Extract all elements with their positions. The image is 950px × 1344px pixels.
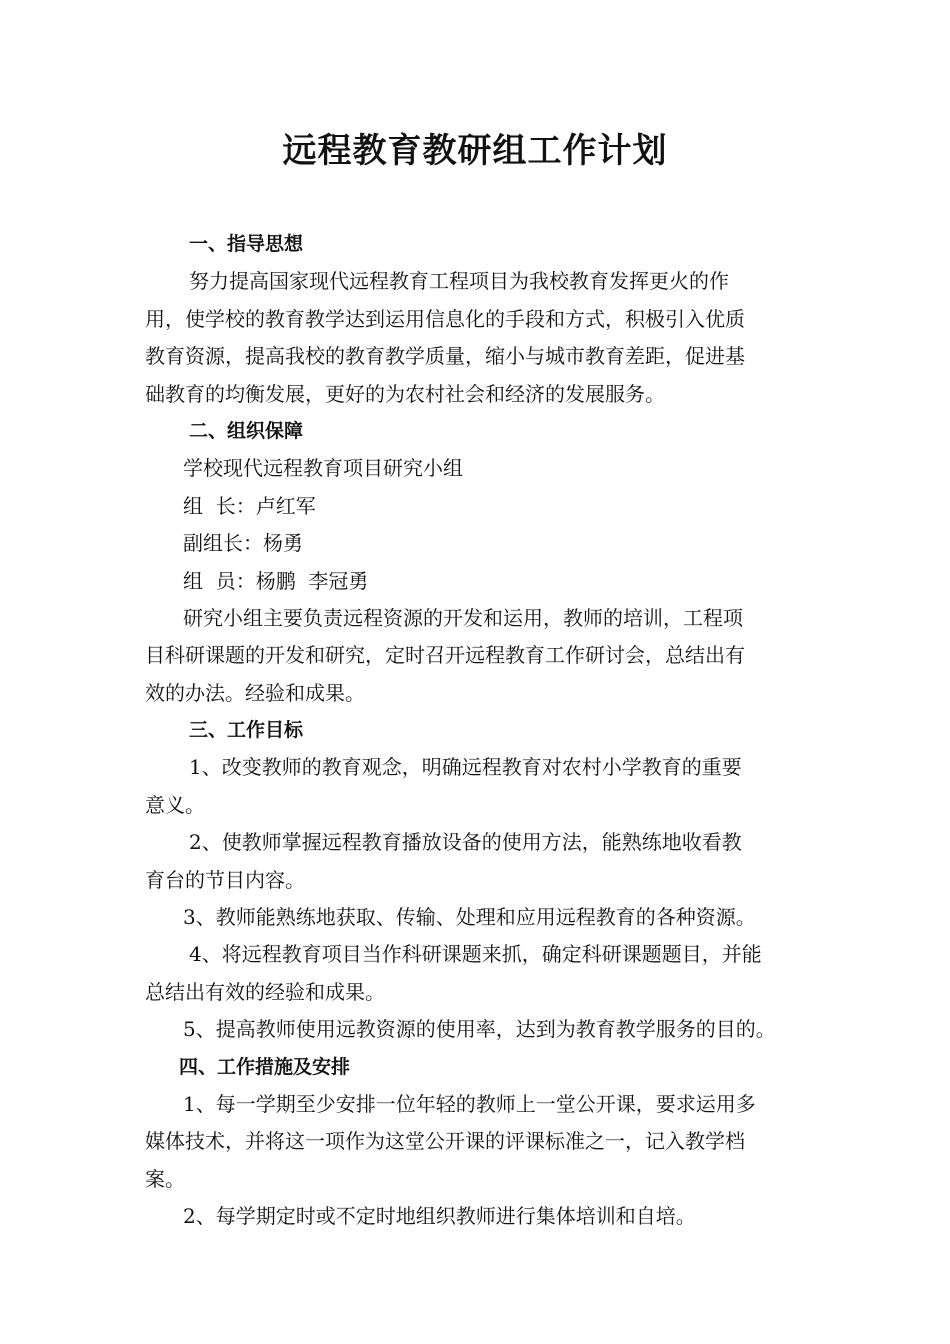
paragraph-line: 案。 — [145, 1166, 185, 1191]
paragraph-line: 用，使学校的教育教学达到运用信息化的手段和方式，积极引入优质 — [145, 306, 745, 331]
team-leader-line: 组 长：卢红军 — [183, 493, 316, 518]
paragraph-line: 教育资源，提高我校的教育教学质量，缩小与城市教育差距，促进基 — [145, 344, 745, 369]
section-heading-organization: 二、组织保障 — [189, 419, 304, 442]
paragraph-line: 3、教师能熟练地获取、传输、处理和应用远程教育的各种资源。 — [183, 905, 756, 930]
section-heading-guiding-thought: 一、指导思想 — [189, 233, 304, 255]
paragraph-line: 效的办法。经验和成果。 — [145, 680, 365, 705]
paragraph-line: 1、每一学期至少安排一位年轻的教师上一堂公开课，要求运用多 — [183, 1091, 756, 1116]
paragraph-line: 媒体技术，并将这一项作为这堂公开课的评课标准之一，记入教学档 — [145, 1129, 745, 1154]
paragraph-line: 育台的节目内容。 — [145, 867, 305, 892]
paragraph-line: 总结出有效的经验和成果。 — [145, 979, 385, 1004]
team-members-line: 组 员：杨鹏 李冠勇 — [183, 568, 369, 593]
deputy-leader-line: 副组长：杨勇 — [183, 531, 303, 556]
paragraph-line: 目科研课题的开发和研究，定时召开远程教育工作研讨会，总结出有 — [145, 643, 745, 668]
document-title: 远程教育教研组工作计划 — [282, 131, 668, 171]
paragraph-line: 1、改变教师的教育观念，明确远程教育对农村小学教育的重要 — [189, 755, 742, 780]
paragraph-line: 2、使教师掌握远程教育播放设备的使用方法，能熟练地收看教 — [189, 830, 742, 855]
paragraph-line: 5、提高教师使用远教资源的使用率，达到为教育教学服务的目的。 — [183, 1017, 776, 1042]
paragraph-line: 意义。 — [145, 792, 205, 817]
paragraph-line: 4、将远程教育项目当作科研课题来抓，确定科研课题题目，并能 — [189, 942, 762, 967]
paragraph-line: 学校现代远程教育项目研究小组 — [183, 456, 463, 481]
section-heading-work-goals: 三、工作目标 — [189, 719, 304, 742]
paragraph-line: 努力提高国家现代远程教育工程项目为我校教育发挥更火的作 — [189, 269, 729, 294]
section-heading-measures: 四、工作措施及安排 — [179, 1055, 351, 1078]
paragraph-line: 研究小组主要负责远程资源的开发和运用，教师的培训，工程项 — [183, 605, 743, 630]
paragraph-line: 础教育的均衡发展，更好的为农村社会和经济的发展服务。 — [145, 381, 665, 406]
paragraph-line: 2、每学期定时或不定时地组织教师进行集体培训和自培。 — [183, 1204, 696, 1229]
document-body — [145, 226, 817, 1236]
